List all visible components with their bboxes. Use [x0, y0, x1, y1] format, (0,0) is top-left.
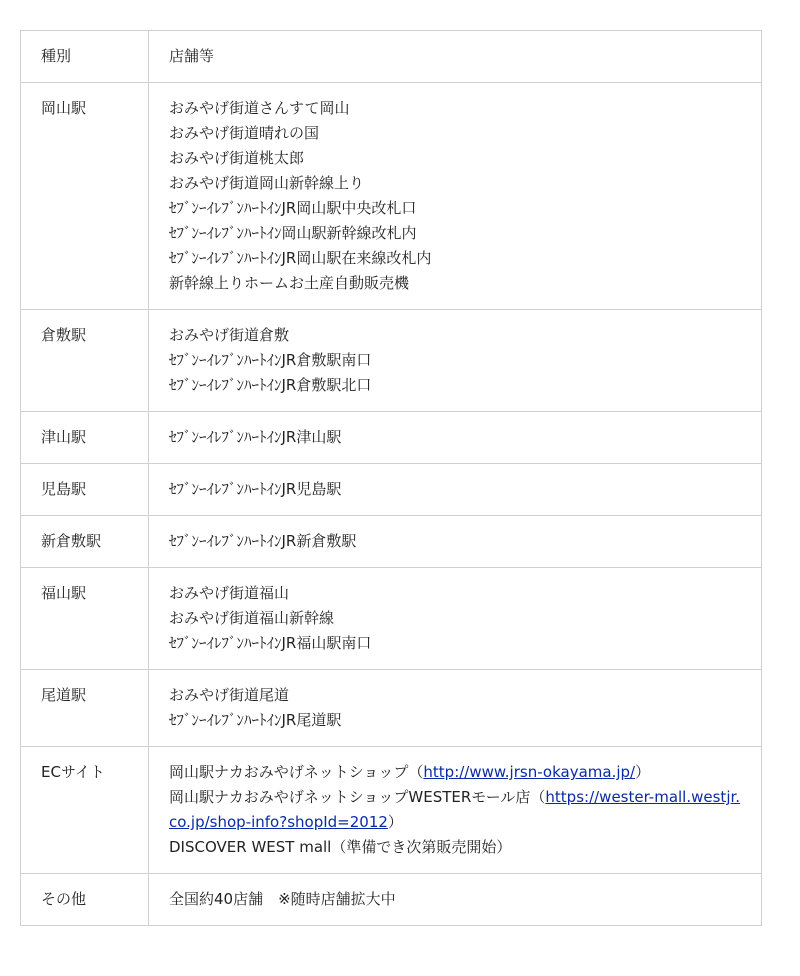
store-text: 岡山駅ナカおみやげネットショップWESTERモール店（	[169, 788, 546, 806]
row-stores-cell	[149, 310, 762, 412]
store-name: ｾﾌﾞﾝｰｲﾚﾌﾞﾝﾊｰﾄｲﾝJR尾道駅	[169, 711, 342, 729]
store-name: ｾﾌﾞﾝｰｲﾚﾌﾞﾝﾊｰﾄｲﾝ岡山駅新幹線改札内	[169, 224, 417, 242]
row-type-cell: 岡山駅	[21, 83, 149, 310]
store-line	[169, 785, 741, 835]
store-text: 岡山駅ナカおみやげネットショップ（	[169, 763, 424, 781]
row-type-cell: 新倉敷駅	[21, 516, 149, 568]
header-stores-cell: 店舗等	[149, 31, 762, 83]
table-row	[21, 412, 762, 464]
store-name: ｾﾌﾞﾝｰｲﾚﾌﾞﾝﾊｰﾄｲﾝJR津山駅	[169, 428, 342, 446]
store-name: ｾﾌﾞﾝｰｲﾚﾌﾞﾝﾊｰﾄｲﾝJR倉敷駅南口	[169, 351, 372, 369]
store-name: おみやげ街道さんすて岡山	[169, 99, 350, 117]
store-name: ｾﾌﾞﾝｰｲﾚﾌﾞﾝﾊｰﾄｲﾝJR児島駅	[169, 480, 342, 498]
store-line	[169, 760, 741, 785]
row-stores-cell	[149, 747, 762, 874]
table-row	[21, 568, 762, 670]
table-row	[21, 670, 762, 747]
row-type-cell: 福山駅	[21, 568, 149, 670]
header-type-cell: 種別	[21, 31, 149, 83]
row-stores-cell	[149, 568, 762, 670]
store-name: おみやげ街道福山新幹線	[169, 609, 335, 627]
store-url-link[interactable]: http://www.jrsn-okayama.jp/	[423, 763, 636, 781]
store-name: ｾﾌﾞﾝｰｲﾚﾌﾞﾝﾊｰﾄｲﾝJR福山駅南口	[169, 634, 372, 652]
table-row	[21, 464, 762, 516]
store-text: ）	[635, 763, 651, 781]
store-table	[20, 30, 762, 926]
row-stores-cell	[149, 83, 762, 310]
store-name: おみやげ街道倉敷	[169, 326, 290, 344]
table-row	[21, 747, 762, 874]
row-stores-cell	[149, 412, 762, 464]
store-name: おみやげ街道晴れの国	[169, 124, 320, 142]
store-name: おみやげ街道桃太郎	[169, 149, 305, 167]
store-name: おみやげ街道尾道	[169, 686, 290, 704]
store-text: ）	[387, 813, 403, 831]
store-name: 全国約40店舗 ※随時店舗拡大中	[169, 890, 396, 908]
store-table-body	[21, 31, 762, 926]
table-header-row	[21, 31, 762, 83]
row-stores-cell	[149, 670, 762, 747]
store-name: おみやげ街道岡山新幹線上り	[169, 174, 365, 192]
row-type-cell: ECサイト	[21, 747, 149, 874]
store-url-link[interactable]: https://wester-mall.westjr.co.jp/shop-info?shopId=2012	[169, 788, 741, 831]
store-name: おみやげ街道福山	[169, 584, 290, 602]
table-row	[21, 874, 762, 926]
row-type-cell: 尾道駅	[21, 670, 149, 747]
row-type-cell: 倉敷駅	[21, 310, 149, 412]
row-type-cell: 津山駅	[21, 412, 149, 464]
store-name: ｾﾌﾞﾝｰｲﾚﾌﾞﾝﾊｰﾄｲﾝJR岡山駅中央改札口	[169, 199, 417, 217]
store-name: ｾﾌﾞﾝｰｲﾚﾌﾞﾝﾊｰﾄｲﾝJR倉敷駅北口	[169, 376, 372, 394]
table-row	[21, 516, 762, 568]
row-stores-cell	[149, 464, 762, 516]
table-row	[21, 83, 762, 310]
table-row	[21, 310, 762, 412]
row-stores-cell	[149, 516, 762, 568]
store-line	[169, 835, 741, 860]
row-type-cell: 児島駅	[21, 464, 149, 516]
store-name: 新幹線上りホームお土産自動販売機	[169, 274, 410, 292]
row-stores-cell	[149, 874, 762, 926]
store-text: DISCOVER WEST mall（準備でき次第販売開始）	[169, 838, 512, 856]
row-type-cell: その他	[21, 874, 149, 926]
store-name: ｾﾌﾞﾝｰｲﾚﾌﾞﾝﾊｰﾄｲﾝJR新倉敷駅	[169, 532, 357, 550]
store-name: ｾﾌﾞﾝｰｲﾚﾌﾞﾝﾊｰﾄｲﾝJR岡山駅在来線改札内	[169, 249, 432, 267]
